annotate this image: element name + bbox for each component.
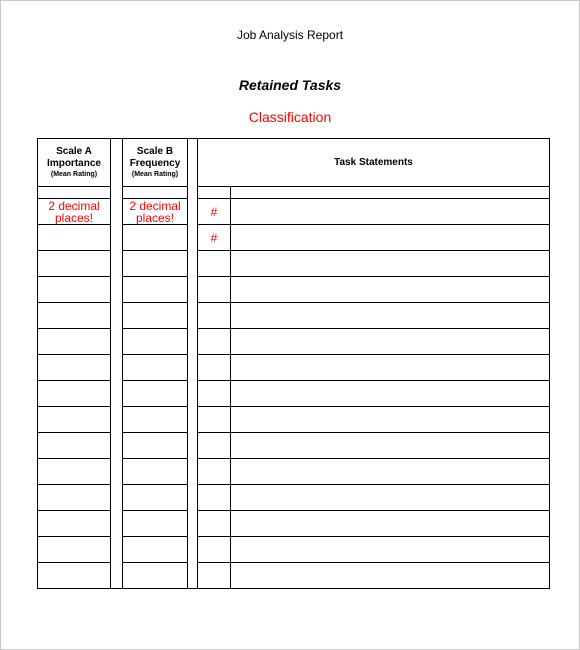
task-number-cell[interactable]: # (198, 225, 231, 251)
report-title: Job Analysis Report (236, 28, 344, 42)
scale-a-cell[interactable] (38, 485, 111, 511)
task-statement-cell[interactable] (231, 381, 550, 407)
scale-b-cell[interactable] (123, 355, 188, 381)
scale-b-cell[interactable] (123, 303, 188, 329)
scale-a-note[interactable] (38, 199, 111, 225)
task-statement-cell[interactable] (231, 407, 550, 433)
task-number-cell[interactable] (198, 303, 231, 329)
task-statement-cell[interactable] (231, 511, 550, 537)
task-number-cell[interactable] (198, 537, 231, 563)
note-line: 2 decimal (48, 198, 100, 213)
scale-a-cell[interactable] (38, 303, 111, 329)
scale-a-cell[interactable] (38, 433, 111, 459)
table-cell (198, 187, 231, 199)
scale-b-cell[interactable] (123, 537, 188, 563)
task-statement-cell[interactable] (231, 459, 550, 485)
scale-b-header (123, 139, 188, 187)
task-number-cell[interactable] (198, 355, 231, 381)
divider-column-2 (188, 139, 198, 589)
scale-a-title: Scale A (56, 146, 92, 157)
task-statement-cell[interactable] (231, 199, 550, 225)
scale-a-cell[interactable] (38, 511, 111, 537)
scale-b-cell[interactable] (123, 407, 188, 433)
scale-a-cell[interactable] (38, 459, 111, 485)
scale-a-cell[interactable] (38, 277, 111, 303)
table-cell (38, 187, 111, 199)
scale-a-cell[interactable] (38, 537, 111, 563)
classification-label: Classification (248, 109, 332, 125)
note-line: places! (54, 210, 94, 225)
scale-b-subtitle: (Mean Rating) (131, 171, 179, 178)
divider-column-1 (111, 139, 123, 589)
task-number-cell[interactable] (198, 381, 231, 407)
scale-b-title: Scale B (136, 146, 174, 157)
note-line: places! (135, 210, 175, 225)
scale-a-name: Importance (47, 158, 101, 169)
task-number-cell[interactable] (198, 459, 231, 485)
scale-b-cell[interactable] (123, 563, 188, 589)
scale-b-note[interactable] (123, 199, 188, 225)
note-line: 2 decimal (129, 198, 181, 213)
scale-b-cell[interactable] (123, 433, 188, 459)
task-statement-cell[interactable] (231, 277, 550, 303)
task-number-cell[interactable] (198, 407, 231, 433)
scale-b-cell[interactable] (123, 225, 188, 251)
scale-a-cell[interactable] (38, 407, 111, 433)
scale-a-cell[interactable] (38, 251, 111, 277)
scale-b-cell[interactable] (123, 459, 188, 485)
section-title: Retained Tasks (238, 77, 342, 93)
scale-a-cell[interactable] (38, 563, 111, 589)
scale-b-name: Frequency (129, 158, 181, 169)
task-number-cell[interactable] (198, 563, 231, 589)
task-number-cell[interactable] (198, 277, 231, 303)
table-cell (123, 187, 188, 199)
scale-b-cell[interactable] (123, 485, 188, 511)
task-statement-cell[interactable] (231, 355, 550, 381)
task-number-cell[interactable] (198, 511, 231, 537)
task-statement-cell[interactable] (231, 329, 550, 355)
scale-b-cell[interactable] (123, 251, 188, 277)
task-statement-cell[interactable] (231, 303, 550, 329)
task-statement-cell[interactable] (231, 537, 550, 563)
scale-b-cell[interactable] (123, 329, 188, 355)
table-cell (231, 187, 550, 199)
task-statement-cell[interactable] (231, 251, 550, 277)
scale-a-cell[interactable] (38, 355, 111, 381)
task-number-cell[interactable] (198, 433, 231, 459)
scale-a-header (38, 139, 111, 187)
task-number-cell[interactable] (198, 485, 231, 511)
scale-a-cell[interactable] (38, 225, 111, 251)
task-number-cell[interactable] (198, 329, 231, 355)
task-number-cell[interactable] (198, 251, 231, 277)
scale-b-cell[interactable] (123, 277, 188, 303)
task-statements-header: Task Statements (198, 139, 550, 187)
scale-a-cell[interactable] (38, 329, 111, 355)
task-statement-cell[interactable] (231, 563, 550, 589)
scale-a-cell[interactable] (38, 381, 111, 407)
task-number-cell[interactable]: # (198, 199, 231, 225)
task-statement-cell[interactable] (231, 225, 550, 251)
task-statement-cell[interactable] (231, 433, 550, 459)
scale-b-cell[interactable] (123, 381, 188, 407)
scale-a-subtitle: (Mean Rating) (50, 171, 98, 178)
task-statement-cell[interactable] (231, 485, 550, 511)
scale-b-cell[interactable] (123, 511, 188, 537)
retained-tasks-table (37, 138, 550, 589)
